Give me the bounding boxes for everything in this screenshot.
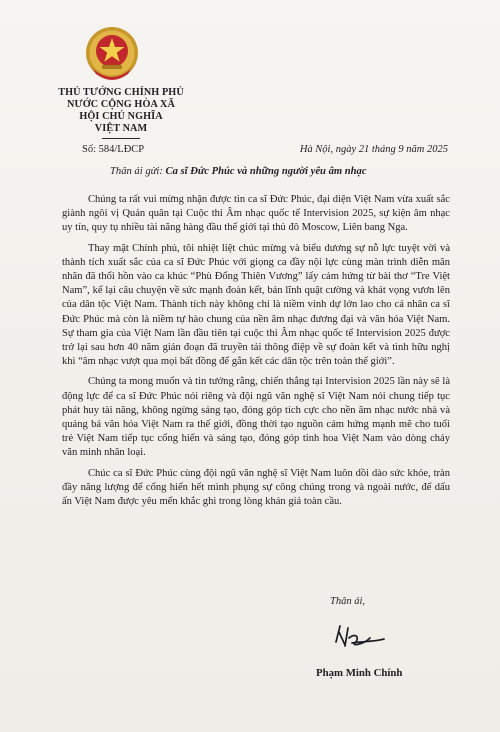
paragraph-4: Chúc ca sĩ Đức Phúc cùng đội ngũ văn nghệ sĩ Việt Nam luôn dồi dào sức khỏe, tràn đầy năng lượng để cống hiến hết mình phụng sự công chúng trong và ngoài nước, để dấu ấn Việt Nam được yêu mến khắc ghi trong lòng khán giả toàn cầu.: [62, 467, 450, 508]
handwritten-signature-icon: [330, 618, 390, 654]
paragraph-3: Chúng ta mong muốn và tin tưởng rằng, chiến thắng tại Intervision 2025 lần này sẽ là động lực để ca sĩ Đức Phúc nói riêng và đội ngũ văn nghệ sĩ Việt Nam nói chung tiếp tục phát huy tài năng, không ngừng sáng tạo, đóng góp tích cực cho nền âm nhạc nước nhà và quảng bá văn hóa Việt Nam ra thế giới, đồng thời tạo nguồn cảm hứng mạnh mẽ cho tuổi trẻ Việt Nam tiếp tục cống hiến và sáng tạo, đóng góp tinh hoa Việt Nam vào dòng chảy văn minh nhân loại.: [62, 376, 450, 459]
paragraph-1: Chúng ta rất vui mừng nhận được tin ca sĩ Đức Phúc, đại diện Việt Nam vừa xuất sắc giành ngôi vị Quán quân tại Cuộc thi Âm nhạc quốc tế Intervision 2025, sự kiện âm nhạc uy tín, quy tụ nhiều tài năng hàng đầu thế giới tại thủ đô Moscow, Liên bang Nga.: [62, 194, 450, 234]
salutation: [110, 166, 440, 177]
agency-header: [58, 87, 184, 139]
place-and-date: Hà Nội, ngày 21 tháng 9 năm 2025: [299, 144, 448, 155]
paragraph-2: Thay mặt Chính phủ, tôi nhiệt liệt chúc mừng và biểu dương sự nỗ lực tuyệt vời và thành tích xuất sắc của ca sĩ Đức Phúc với giọng ca đầy nội lực cùng màn trình diễn mãn nhãn đã thổi hồn vào ca khúc “Phù Đổng Thiên Vương” lấy cảm hứng từ bài thơ “Tre Việt Nam”, kể lại câu chuyện về sức mạnh đoàn kết, bản lĩnh quật cường và khát vọng vươn lên của dân tộc Việt Nam. Thành tích này không chỉ là niềm vinh dự lớn lao cho cá nhân ca sĩ Đức Phúc mà còn là niềm tự hào chung của nền âm nhạc đương đại và văn hóa Việt Nam. Sự tham gia của Việt Nam lần đầu tiên tại cuộc thi Âm nhạc quốc tế Intervision 2025 được trở lại sau hơn 40 năm gián đoạn đã truyền tải thông điệp về sự đoàn kết và tình hữu nghị khi “âm nhạc vượt qua mọi bất đồng để gắn kết các dân tộc trên toàn thế giới”.: [62, 242, 450, 368]
agency-line-1: THỦ TƯỚNG CHÍNH PHỦ: [58, 87, 184, 98]
document-number: Số: 584/LĐCP: [82, 144, 145, 155]
signer-name: Phạm Minh Chính: [316, 667, 403, 679]
salutation-recipient: Ca sĩ Đức Phúc và những người yêu âm nhạc: [165, 166, 367, 177]
letter-body: [62, 193, 450, 515]
header-divider: [102, 138, 140, 139]
agency-line-3: VIỆT NAM: [94, 123, 148, 134]
salutation-prefix: Thân ái gửi:: [110, 166, 163, 177]
agency-line-2: NƯỚC CỘNG HÒA XÃ HỘI CHỦ NGHĨA: [67, 99, 175, 122]
closing: Thân ái,: [330, 596, 366, 607]
national-emblem-icon: [84, 25, 140, 83]
